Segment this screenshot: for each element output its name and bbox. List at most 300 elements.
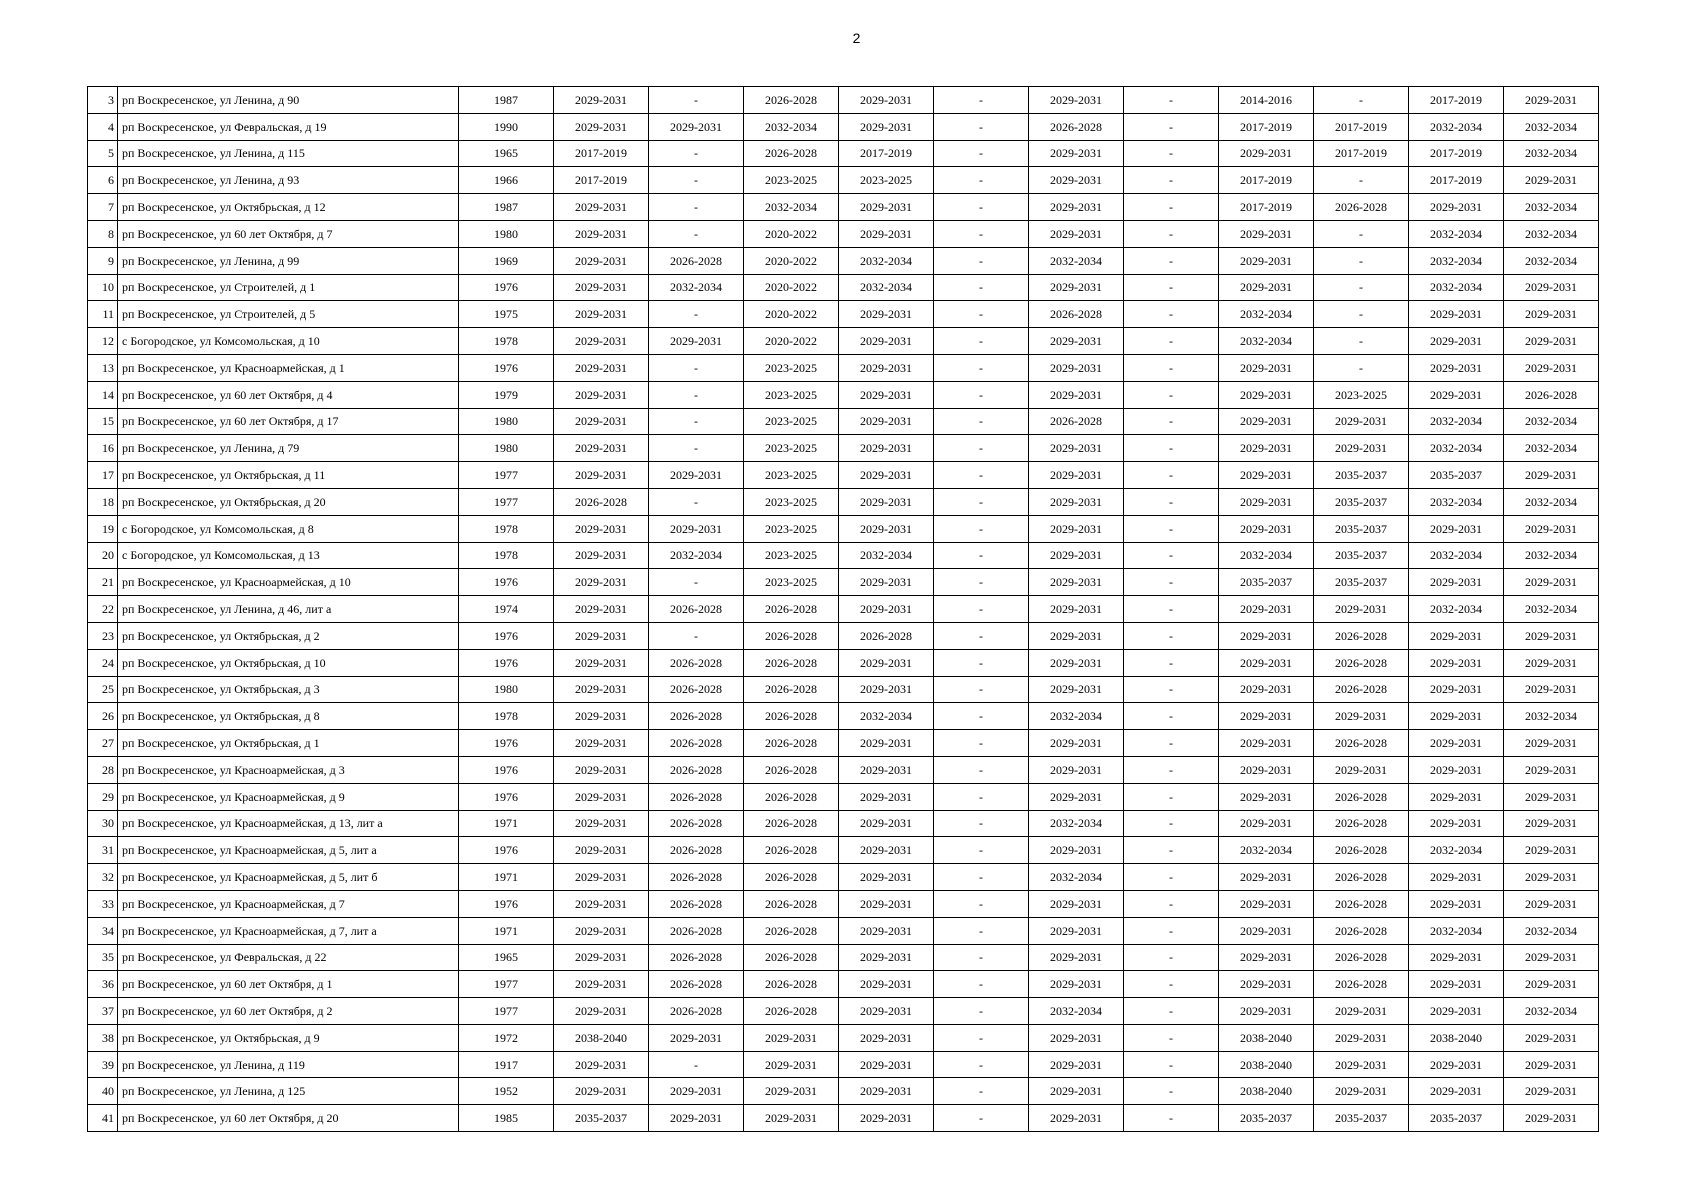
period-cell: 2029-2031 (1504, 944, 1599, 971)
period-cell: 2035-2037 (1409, 462, 1504, 489)
period-cell: 2026-2028 (744, 703, 839, 730)
period-cell: 2029-2031 (1029, 730, 1124, 757)
year-built-cell: 1971 (459, 810, 554, 837)
period-cell: 2029-2031 (1409, 328, 1504, 355)
period-cell: 2029-2031 (1504, 87, 1599, 114)
period-cell: 2029-2031 (1219, 730, 1314, 757)
period-cell: 2029-2031 (554, 220, 649, 247)
table-row (88, 596, 1599, 623)
period-cell: - (934, 676, 1029, 703)
address-cell: рп Воскресенское, ул Октябрьская, д 9 (118, 1024, 459, 1051)
period-cell: 2026-2028 (1314, 971, 1409, 998)
table-row (88, 917, 1599, 944)
period-cell: 2029-2031 (1029, 783, 1124, 810)
period-cell: 2029-2031 (649, 462, 744, 489)
period-cell: 2026-2028 (744, 998, 839, 1025)
period-cell: 2035-2037 (554, 1105, 649, 1132)
table-row (88, 194, 1599, 221)
period-cell: 2023-2025 (744, 462, 839, 489)
period-cell: 2029-2031 (1029, 917, 1124, 944)
row-number-cell: 29 (88, 783, 118, 810)
row-number-cell: 27 (88, 730, 118, 757)
address-cell: рп Воскресенское, ул 60 лет Октября, д 4 (118, 381, 459, 408)
period-cell: 2020-2022 (744, 247, 839, 274)
period-cell: 2029-2031 (1029, 462, 1124, 489)
year-built-cell: 1978 (459, 515, 554, 542)
period-cell: - (1314, 220, 1409, 247)
row-number-cell: 3 (88, 87, 118, 114)
period-cell: 2032-2034 (1219, 301, 1314, 328)
period-cell: 2029-2031 (1504, 569, 1599, 596)
period-cell: 2032-2034 (1504, 113, 1599, 140)
period-cell: 2023-2025 (1314, 381, 1409, 408)
row-number-cell: 10 (88, 274, 118, 301)
period-cell: - (934, 1105, 1029, 1132)
year-built-cell: 1990 (459, 113, 554, 140)
period-cell: 2026-2028 (1504, 381, 1599, 408)
period-cell: - (934, 488, 1029, 515)
period-cell: - (1314, 354, 1409, 381)
period-cell: 2026-2028 (649, 810, 744, 837)
period-cell: 2032-2034 (839, 703, 934, 730)
period-cell: - (1124, 783, 1219, 810)
period-cell: 2038-2040 (1219, 1078, 1314, 1105)
period-cell: 2032-2034 (839, 274, 934, 301)
period-cell: 2023-2025 (744, 569, 839, 596)
period-cell: 2029-2031 (1314, 1078, 1409, 1105)
period-cell: - (1124, 194, 1219, 221)
year-built-cell: 1976 (459, 756, 554, 783)
address-cell: рп Воскресенское, ул Октябрьская, д 3 (118, 676, 459, 703)
period-cell: - (1314, 301, 1409, 328)
period-cell: 2029-2031 (554, 1051, 649, 1078)
period-cell: 2029-2031 (554, 569, 649, 596)
period-cell: 2029-2031 (1409, 1078, 1504, 1105)
period-cell: 2038-2040 (1409, 1024, 1504, 1051)
row-number-cell: 17 (88, 462, 118, 489)
period-cell: - (1124, 676, 1219, 703)
period-cell: 2029-2031 (1029, 167, 1124, 194)
period-cell: - (1124, 167, 1219, 194)
period-cell: 2029-2031 (649, 1105, 744, 1132)
period-cell: - (934, 381, 1029, 408)
period-cell: 2029-2031 (839, 998, 934, 1025)
row-number-cell: 22 (88, 596, 118, 623)
period-cell: 2029-2031 (839, 783, 934, 810)
period-cell: 2026-2028 (744, 87, 839, 114)
address-cell: рп Воскресенское, ул Красноармейская, д 13, лит а (118, 810, 459, 837)
period-cell: 2029-2031 (1504, 328, 1599, 355)
row-number-cell: 9 (88, 247, 118, 274)
period-cell: 2029-2031 (1029, 756, 1124, 783)
period-cell: - (649, 301, 744, 328)
period-cell: 2020-2022 (744, 220, 839, 247)
period-cell: 2029-2031 (1219, 971, 1314, 998)
period-cell: 2029-2031 (1029, 971, 1124, 998)
period-cell: 2029-2031 (1504, 462, 1599, 489)
period-cell: 2029-2031 (1219, 890, 1314, 917)
period-cell: - (1124, 274, 1219, 301)
period-cell: 2029-2031 (839, 837, 934, 864)
period-cell: 2029-2031 (839, 676, 934, 703)
period-cell: 2029-2031 (554, 864, 649, 891)
period-cell: 2038-2040 (1219, 1024, 1314, 1051)
period-cell: - (1314, 328, 1409, 355)
period-cell: 2029-2031 (1504, 783, 1599, 810)
address-cell: рп Воскресенское, ул Февральская, д 22 (118, 944, 459, 971)
period-cell: 2029-2031 (744, 1105, 839, 1132)
period-cell: 2029-2031 (744, 1024, 839, 1051)
page-number: 2 (852, 30, 861, 46)
period-cell: 2029-2031 (1029, 569, 1124, 596)
period-cell: 2029-2031 (1029, 194, 1124, 221)
period-cell: - (649, 87, 744, 114)
address-cell: рп Воскресенское, ул Октябрьская, д 20 (118, 488, 459, 515)
year-built-cell: 1978 (459, 703, 554, 730)
period-cell: 2017-2019 (839, 140, 934, 167)
period-cell: 2032-2034 (744, 194, 839, 221)
row-number-cell: 34 (88, 917, 118, 944)
period-cell: - (934, 515, 1029, 542)
period-cell: 2032-2034 (1409, 488, 1504, 515)
period-cell: 2029-2031 (1219, 676, 1314, 703)
period-cell: - (1124, 113, 1219, 140)
row-number-cell: 37 (88, 998, 118, 1025)
period-cell: 2026-2028 (744, 971, 839, 998)
table-row (88, 435, 1599, 462)
year-built-cell: 1976 (459, 783, 554, 810)
period-cell: 2026-2028 (744, 140, 839, 167)
period-cell: 2029-2031 (839, 381, 934, 408)
period-cell: - (649, 381, 744, 408)
period-cell: 2026-2028 (649, 756, 744, 783)
period-cell: 2029-2031 (839, 944, 934, 971)
period-cell: 2029-2031 (839, 596, 934, 623)
period-cell: 2029-2031 (1029, 354, 1124, 381)
period-cell: 2032-2034 (1504, 703, 1599, 730)
period-cell: - (934, 622, 1029, 649)
period-cell: 2029-2031 (554, 622, 649, 649)
address-cell: рп Воскресенское, ул 60 лет Октября, д 2 (118, 998, 459, 1025)
period-cell: 2029-2031 (1504, 1024, 1599, 1051)
period-cell: 2035-2037 (1314, 515, 1409, 542)
row-number-cell: 4 (88, 113, 118, 140)
year-built-cell: 1971 (459, 864, 554, 891)
period-cell: - (649, 622, 744, 649)
period-cell: 2029-2031 (839, 301, 934, 328)
address-cell: рп Воскресенское, ул Ленина, д 90 (118, 87, 459, 114)
period-cell: 2032-2034 (839, 247, 934, 274)
year-built-cell: 1977 (459, 488, 554, 515)
period-cell: 2029-2031 (1029, 596, 1124, 623)
address-cell: рп Воскресенское, ул Красноармейская, д 9 (118, 783, 459, 810)
period-cell: - (1124, 837, 1219, 864)
address-cell: рп Воскресенское, ул Красноармейская, д 5, лит а (118, 837, 459, 864)
period-cell: 2029-2031 (1314, 756, 1409, 783)
period-cell: 2029-2031 (1029, 1105, 1124, 1132)
period-cell: 2029-2031 (649, 328, 744, 355)
period-cell: - (1124, 1105, 1219, 1132)
period-cell: 2017-2019 (1219, 167, 1314, 194)
period-cell: 2026-2028 (649, 917, 744, 944)
period-cell: 2029-2031 (1409, 381, 1504, 408)
address-cell: рп Воскресенское, ул Октябрьская, д 12 (118, 194, 459, 221)
period-cell: 2032-2034 (1409, 113, 1504, 140)
year-built-cell: 1977 (459, 998, 554, 1025)
table-row (88, 462, 1599, 489)
year-built-cell: 1972 (459, 1024, 554, 1051)
period-cell: - (1314, 87, 1409, 114)
address-cell: рп Воскресенское, ул Ленина, д 79 (118, 435, 459, 462)
period-cell: 2026-2028 (1314, 783, 1409, 810)
period-cell: - (1124, 703, 1219, 730)
period-cell: - (1124, 864, 1219, 891)
period-cell: - (934, 462, 1029, 489)
period-cell: 2035-2037 (1314, 462, 1409, 489)
period-cell: 2029-2031 (554, 917, 649, 944)
year-built-cell: 1976 (459, 569, 554, 596)
period-cell: 2017-2019 (1409, 140, 1504, 167)
table-row (88, 944, 1599, 971)
year-built-cell: 1976 (459, 622, 554, 649)
period-cell: 2026-2028 (1314, 194, 1409, 221)
row-number-cell: 30 (88, 810, 118, 837)
year-built-cell: 1977 (459, 971, 554, 998)
year-built-cell: 1980 (459, 435, 554, 462)
period-cell: 2029-2031 (1314, 596, 1409, 623)
period-cell: 2029-2031 (1219, 515, 1314, 542)
year-built-cell: 1980 (459, 408, 554, 435)
address-cell: рп Воскресенское, ул Красноармейская, д 10 (118, 569, 459, 596)
period-cell: 2029-2031 (1409, 864, 1504, 891)
period-cell: 2029-2031 (554, 596, 649, 623)
row-number-cell: 21 (88, 569, 118, 596)
period-cell: 2029-2031 (1314, 1051, 1409, 1078)
year-built-cell: 1977 (459, 462, 554, 489)
period-cell: 2026-2028 (744, 649, 839, 676)
period-cell: 2029-2031 (1219, 756, 1314, 783)
period-cell: - (934, 971, 1029, 998)
period-cell: 2029-2031 (1029, 944, 1124, 971)
period-cell: 2029-2031 (839, 649, 934, 676)
period-cell: 2026-2028 (554, 488, 649, 515)
period-cell: 2029-2031 (1504, 730, 1599, 757)
period-cell: 2029-2031 (554, 274, 649, 301)
address-cell: рп Воскресенское, ул Ленина, д 46, лит а (118, 596, 459, 623)
housing-repair-schedule-table (87, 86, 1599, 1132)
period-cell: 2026-2028 (649, 864, 744, 891)
period-cell: 2026-2028 (649, 596, 744, 623)
period-cell: 2029-2031 (554, 194, 649, 221)
address-cell: рп Воскресенское, ул Октябрьская, д 8 (118, 703, 459, 730)
period-cell: 2029-2031 (839, 354, 934, 381)
period-cell: - (934, 542, 1029, 569)
year-built-cell: 1976 (459, 890, 554, 917)
table-row (88, 890, 1599, 917)
period-cell: 2026-2028 (1314, 622, 1409, 649)
period-cell: 2029-2031 (839, 1051, 934, 1078)
period-cell: - (934, 569, 1029, 596)
period-cell: 2029-2031 (1029, 274, 1124, 301)
period-cell: 2035-2037 (1314, 542, 1409, 569)
table-row (88, 1024, 1599, 1051)
period-cell: 2029-2031 (1029, 837, 1124, 864)
table-row (88, 569, 1599, 596)
period-cell: 2032-2034 (1409, 220, 1504, 247)
table-row (88, 542, 1599, 569)
period-cell: 2029-2031 (1219, 408, 1314, 435)
period-cell: 2029-2031 (1409, 756, 1504, 783)
period-cell: - (1124, 890, 1219, 917)
period-cell: - (1124, 220, 1219, 247)
row-number-cell: 40 (88, 1078, 118, 1105)
period-cell: - (934, 220, 1029, 247)
period-cell: 2029-2031 (1409, 783, 1504, 810)
period-cell: 2032-2034 (1029, 247, 1124, 274)
period-cell: 2029-2031 (554, 810, 649, 837)
row-number-cell: 39 (88, 1051, 118, 1078)
period-cell: 2029-2031 (1314, 408, 1409, 435)
period-cell: - (1124, 649, 1219, 676)
period-cell: - (649, 1051, 744, 1078)
period-cell: 2029-2031 (1504, 649, 1599, 676)
period-cell: 2029-2031 (554, 435, 649, 462)
period-cell: 2029-2031 (1504, 864, 1599, 891)
table-row (88, 247, 1599, 274)
period-cell: 2029-2031 (1029, 381, 1124, 408)
period-cell: 2023-2025 (744, 354, 839, 381)
year-built-cell: 1976 (459, 649, 554, 676)
table-row (88, 649, 1599, 676)
row-number-cell: 23 (88, 622, 118, 649)
table-row (88, 730, 1599, 757)
period-cell: 2026-2028 (744, 810, 839, 837)
period-cell: 2029-2031 (839, 408, 934, 435)
period-cell: 2029-2031 (839, 462, 934, 489)
row-number-cell: 7 (88, 194, 118, 221)
period-cell: 2029-2031 (1219, 462, 1314, 489)
period-cell: 2026-2028 (649, 890, 744, 917)
row-number-cell: 33 (88, 890, 118, 917)
period-cell: 2017-2019 (554, 140, 649, 167)
period-cell: 2026-2028 (649, 837, 744, 864)
year-built-cell: 1978 (459, 542, 554, 569)
period-cell: 2029-2031 (1029, 890, 1124, 917)
period-cell: 2026-2028 (649, 703, 744, 730)
period-cell: 2029-2031 (554, 462, 649, 489)
period-cell: 2029-2031 (1409, 649, 1504, 676)
table-body (88, 87, 1599, 1132)
period-cell: 2029-2031 (1504, 837, 1599, 864)
address-cell: с Богородское, ул Комсомольская, д 13 (118, 542, 459, 569)
row-number-cell: 14 (88, 381, 118, 408)
period-cell: - (934, 703, 1029, 730)
period-cell: 2032-2034 (1504, 435, 1599, 462)
period-cell: 2029-2031 (1409, 515, 1504, 542)
period-cell: 2029-2031 (554, 756, 649, 783)
period-cell: 2029-2031 (1219, 140, 1314, 167)
row-number-cell: 18 (88, 488, 118, 515)
period-cell: 2032-2034 (1219, 328, 1314, 355)
period-cell: 2029-2031 (1409, 301, 1504, 328)
period-cell: 2026-2028 (1314, 676, 1409, 703)
period-cell: - (1124, 622, 1219, 649)
period-cell: 2029-2031 (649, 1078, 744, 1105)
year-built-cell: 1976 (459, 274, 554, 301)
table-row (88, 783, 1599, 810)
period-cell: 2032-2034 (1409, 542, 1504, 569)
period-cell: - (649, 140, 744, 167)
row-number-cell: 41 (88, 1105, 118, 1132)
period-cell: - (1124, 1024, 1219, 1051)
period-cell: 2032-2034 (1029, 810, 1124, 837)
table-row (88, 998, 1599, 1025)
period-cell: 2029-2031 (839, 488, 934, 515)
period-cell: 2029-2031 (554, 328, 649, 355)
period-cell: 2029-2031 (1409, 194, 1504, 221)
address-cell: рп Воскресенское, ул Строителей, д 5 (118, 301, 459, 328)
period-cell: 2026-2028 (649, 944, 744, 971)
period-cell: 2032-2034 (1409, 596, 1504, 623)
period-cell: 2029-2031 (1219, 998, 1314, 1025)
year-built-cell: 1976 (459, 837, 554, 864)
table-row (88, 864, 1599, 891)
period-cell: 2029-2031 (554, 354, 649, 381)
period-cell: 2026-2028 (649, 998, 744, 1025)
period-cell: - (934, 890, 1029, 917)
period-cell: 2029-2031 (839, 220, 934, 247)
row-number-cell: 36 (88, 971, 118, 998)
period-cell: 2029-2031 (1504, 810, 1599, 837)
table-row (88, 354, 1599, 381)
table-row (88, 971, 1599, 998)
address-cell: рп Воскресенское, ул Ленина, д 93 (118, 167, 459, 194)
year-built-cell: 1978 (459, 328, 554, 355)
period-cell: 2026-2028 (1314, 890, 1409, 917)
period-cell: 2026-2028 (744, 890, 839, 917)
address-cell: рп Воскресенское, ул Красноармейская, д 1 (118, 354, 459, 381)
row-number-cell: 15 (88, 408, 118, 435)
period-cell: - (649, 408, 744, 435)
period-cell: 2026-2028 (1314, 730, 1409, 757)
year-built-cell: 1969 (459, 247, 554, 274)
year-built-cell: 1971 (459, 917, 554, 944)
period-cell: - (934, 274, 1029, 301)
address-cell: рп Воскресенское, ул Красноармейская, д 5, лит б (118, 864, 459, 891)
period-cell: 2029-2031 (1219, 274, 1314, 301)
period-cell: 2029-2031 (649, 515, 744, 542)
address-cell: с Богородское, ул Комсомольская, д 8 (118, 515, 459, 542)
year-built-cell: 1987 (459, 194, 554, 221)
period-cell: 2035-2037 (1219, 1105, 1314, 1132)
period-cell: 2020-2022 (744, 274, 839, 301)
period-cell: 2026-2028 (744, 944, 839, 971)
address-cell: рп Воскресенское, ул 60 лет Октября, д 20 (118, 1105, 459, 1132)
period-cell: 2029-2031 (1219, 864, 1314, 891)
year-built-cell: 1975 (459, 301, 554, 328)
period-cell: - (934, 864, 1029, 891)
period-cell: 2026-2028 (744, 783, 839, 810)
period-cell: - (1124, 944, 1219, 971)
period-cell: 2029-2031 (1314, 435, 1409, 462)
period-cell: - (649, 167, 744, 194)
address-cell: рп Воскресенское, ул Красноармейская, д 3 (118, 756, 459, 783)
period-cell: 2029-2031 (1409, 703, 1504, 730)
period-cell: 2029-2031 (1219, 810, 1314, 837)
period-cell: - (934, 756, 1029, 783)
table-row (88, 328, 1599, 355)
period-cell: 2029-2031 (1504, 301, 1599, 328)
